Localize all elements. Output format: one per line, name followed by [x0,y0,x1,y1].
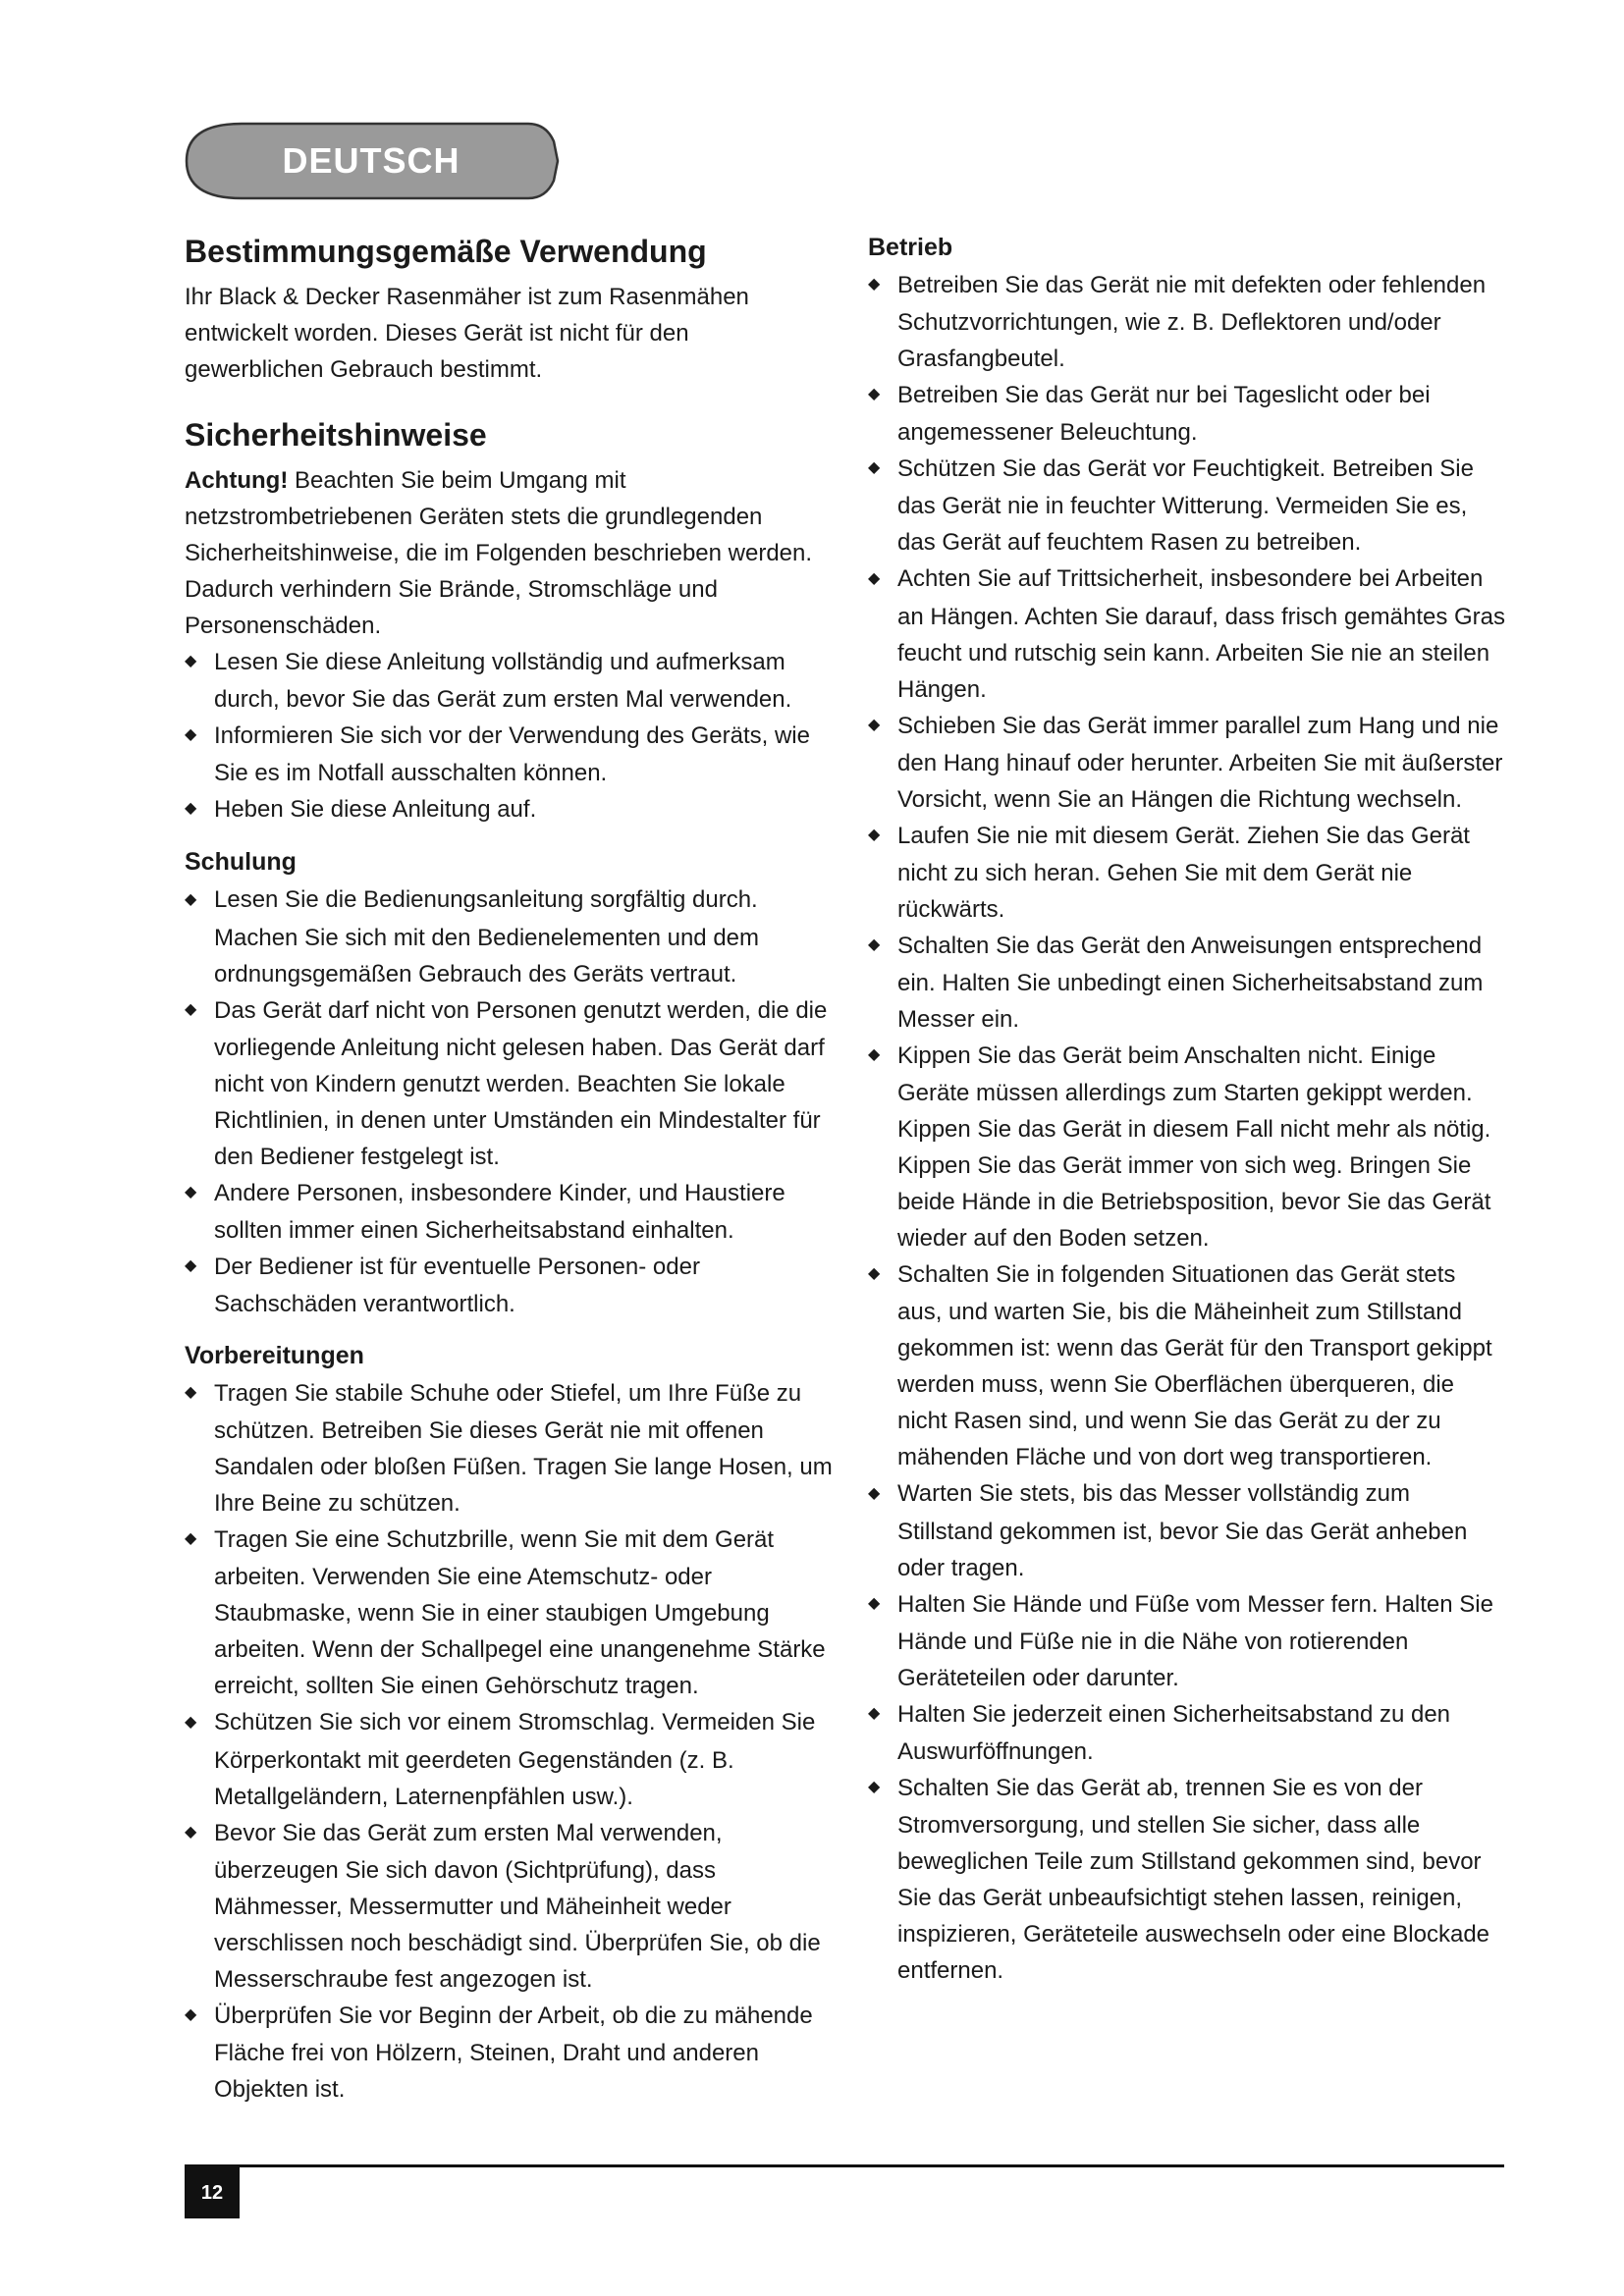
list-item: ◆ Betreiben Sie das Gerät nie mit defekten oder fehlenden Schutzvorrichtungen, wie z. B. Deflektoren und/oder Grasfangbeutel. [868,267,1506,377]
language-badge [183,120,560,202]
operation-heading: Betrieb [868,234,953,261]
diamond-bullet-icon: ◆ [868,276,881,294]
list-item: ◆ Achten Sie auf Trittsicherheit, insbesondere bei Arbeiten an Hängen. Achten Sie darauf, dass frisch gemähtes Gras feucht und rutschig sein kann. Arbeiten Sie nie an steilen Hängen. [868,561,1506,707]
safety-warning [185,462,833,644]
page-number: 12 [185,2167,240,2218]
list-item: ◆ Tragen Sie stabile Schuhe oder Stiefel, um Ihre Füße zu schützen. Betreiben Sie dieses Gerät nie mit offenen Sandalen oder bloßen Füßen. Tragen Sie lange Hosen, um Ihre Beine zu schützen. [185,1375,833,1522]
diamond-bullet-icon: ◆ [185,1183,197,1201]
list-item: ◆ Informieren Sie sich vor der Verwendung des Geräts, wie Sie es im Notfall ausschalten können. [185,718,833,791]
list-item: ◆ Lesen Sie die Bedienungsanleitung sorgfältig durch. Machen Sie sich mit den Bedienelementen und dem ordnungsgemäßen Gebrauch des Geräts vertraut. [185,881,833,991]
list-item: ◆ Der Bediener ist für eventuelle Personen- oder Sachschäden verantwortlich. [185,1249,833,1322]
diamond-bullet-icon: ◆ [185,1000,197,1018]
warning-text: Beachten Sie beim Umgang mit netzstrombetriebenen Geräten stets die grundlegenden Sicherheitshinweise, die im Folgenden beschrieben werden. Dadurch verhindern Sie Brände, Stromschläge und Personenschäden. [185,467,813,639]
list-item: ◆ Schalten Sie in folgenden Situationen das Gerät stets aus, und warten Sie, bis die Mäheinheit zum Stillstand gekommen ist: wenn das Gerät für den Transport gekippt werden muss, wenn Sie Oberflächen überqueren, die nicht Rasen sind, und wenn Sie das Gerät zu der zu mähenden Fläche und von dort weg transportieren. [868,1256,1506,1475]
diamond-bullet-icon: ◆ [868,936,881,954]
training-heading: Schulung [185,848,297,877]
list-item: ◆ Schützen Sie sich vor einem Stromschlag. Vermeiden Sie Körperkontakt mit geerdeten Gegenständen (z. B. Metallgeländern, Laternenpfählen usw.). [185,1704,833,1814]
diamond-bullet-icon: ◆ [185,1530,197,1548]
diamond-bullet-icon: ◆ [185,800,197,818]
list-item: ◆ Schalten Sie das Gerät den Anweisungen entsprechend ein. Halten Sie unbedingt einen Sicherheitsabstand zum Messer ein. [868,928,1506,1038]
list-item: ◆ Kippen Sie das Gerät beim Anschalten nicht. Einige Geräte müssen allerdings zum Starten gekippt werden. Kippen Sie das Gerät in diesem Fall nicht mehr als nötig. Kippen Sie das Gerät immer von sich weg. Bringen Sie beide Hände in die Betriebsposition, bevor Sie das Gerät wieder auf den Boden setzen. [868,1038,1506,1256]
diamond-bullet-icon: ◆ [868,1046,881,1064]
list-item: ◆ Schalten Sie das Gerät ab, trennen Sie es von der Stromversorgung, und stellen Sie sicher, dass alle beweglichen Teile zum Stillstand gekommen sind, bevor Sie das Gerät unbeaufsichtigt stehen lassen, reinigen, inspizieren, Geräteteile auswechseln oder eine Blockade entfernen. [868,1770,1506,1989]
list-item: ◆ Heben Sie diese Anleitung auf. [185,791,833,828]
list-item: ◆ Laufen Sie nie mit diesem Gerät. Ziehen Sie das Gerät nicht zu sich heran. Gehen Sie mit dem Gerät nie rückwärts. [868,818,1506,928]
language-label: DEUTSCH [282,140,460,181]
training-list [185,881,833,1322]
list-item: ◆ Betreiben Sie das Gerät nur bei Tageslicht oder bei angemessener Beleuchtung. [868,377,1506,451]
diamond-bullet-icon: ◆ [868,1265,881,1283]
list-item: ◆ Tragen Sie eine Schutzbrille, wenn Sie mit dem Gerät arbeiten. Verwenden Sie eine Atemschutz- oder Staubmaske, wenn Sie in einer staubigen Umgebung arbeiten. Wenn der Schallpegel eine unangenehme Stärke erreicht, sollten Sie einen Gehörschutz tragen. [185,1522,833,1704]
list-item: ◆ Lesen Sie diese Anleitung vollständig und aufmerksam durch, bevor Sie das Gerät zum ersten Mal verwenden. [185,644,833,718]
left-column [185,232,833,2108]
warning-label: Achtung! [185,467,289,494]
list-item: ◆ Andere Personen, insbesondere Kinder, und Haustiere sollten immer einen Sicherheitsabstand einhalten. [185,1175,833,1249]
footer-rule [185,2164,1504,2167]
diamond-bullet-icon: ◆ [185,1713,197,1731]
list-item: ◆ Schützen Sie das Gerät vor Feuchtigkeit. Betreiben Sie das Gerät nie in feuchter Witterung. Vermeiden Sie es, das Gerät auf feuchtem Rasen zu betreiben. [868,451,1506,561]
diamond-bullet-icon: ◆ [185,890,197,908]
diamond-bullet-icon: ◆ [868,569,881,587]
intended-use-text: Ihr Black & Decker Rasenmäher ist zum Rasenmähen entwickelt worden. Dieses Gerät ist nicht für den gewerblichen Gebrauch bestimmt. [185,284,749,383]
diamond-bullet-icon: ◆ [868,1594,881,1612]
list-item: ◆ Halten Sie jederzeit einen Sicherheitsabstand zu den Auswurföffnungen. [868,1696,1506,1770]
preparation-list [185,1375,833,2108]
safety-heading: Sicherheitshinweise [185,417,487,453]
list-item: ◆ Das Gerät darf nicht von Personen genutzt werden, die die vorliegende Anleitung nicht gelesen haben. Das Gerät darf nicht von Kindern genutzt werden. Beachten Sie lokale Richtlinien, in denen unter Umständen ein Mindestalter für den Bediener festgelegt ist. [185,992,833,1175]
list-item: ◆ Schieben Sie das Gerät immer parallel zum Hang und nie den Hang hinauf oder herunter. Arbeiten Sie mit äußerster Vorsicht, wenn Sie an Hängen die Richtung wechseln. [868,708,1506,818]
diamond-bullet-icon: ◆ [185,1384,197,1402]
intended-use-heading: Bestimmungsgemäße Verwendung [185,234,707,269]
diamond-bullet-icon: ◆ [868,1779,881,1796]
diamond-bullet-icon: ◆ [185,653,197,670]
diamond-bullet-icon: ◆ [868,459,881,477]
right-column [868,232,1506,1989]
diamond-bullet-icon: ◆ [868,1484,881,1502]
list-item: ◆ Warten Sie stets, bis das Messer vollständig zum Stillstand gekommen ist, bevor Sie das Gerät anheben oder tragen. [868,1475,1506,1585]
list-item: ◆ Halten Sie Hände und Füße vom Messer fern. Halten Sie Hände und Füße nie in die Nähe von rotierenden Geräteteilen oder darunter. [868,1586,1506,1696]
list-item: ◆ Überprüfen Sie vor Beginn der Arbeit, ob die zu mähende Fläche frei von Hölzern, Steinen, Draht und anderen Objekten ist. [185,1998,833,2108]
diamond-bullet-icon: ◆ [868,826,881,843]
diamond-bullet-icon: ◆ [868,716,881,733]
diamond-bullet-icon: ◆ [185,1257,197,1275]
diamond-bullet-icon: ◆ [185,726,197,744]
safety-list [185,644,833,828]
diamond-bullet-icon: ◆ [868,386,881,403]
preparation-heading: Vorbereitungen [185,1342,364,1370]
diamond-bullet-icon: ◆ [185,1823,197,1841]
diamond-bullet-icon: ◆ [868,1704,881,1722]
diamond-bullet-icon: ◆ [185,2005,197,2023]
operation-list [868,267,1506,1989]
list-item: ◆ Bevor Sie das Gerät zum ersten Mal verwenden, überzeugen Sie sich davon (Sichtprüfung), dass Mähmesser, Messermutter und Mäheinheit weder verschlissen noch beschädigt sind. Überprüfen Sie, ob die Messerschraube fest angezogen ist. [185,1815,833,1998]
